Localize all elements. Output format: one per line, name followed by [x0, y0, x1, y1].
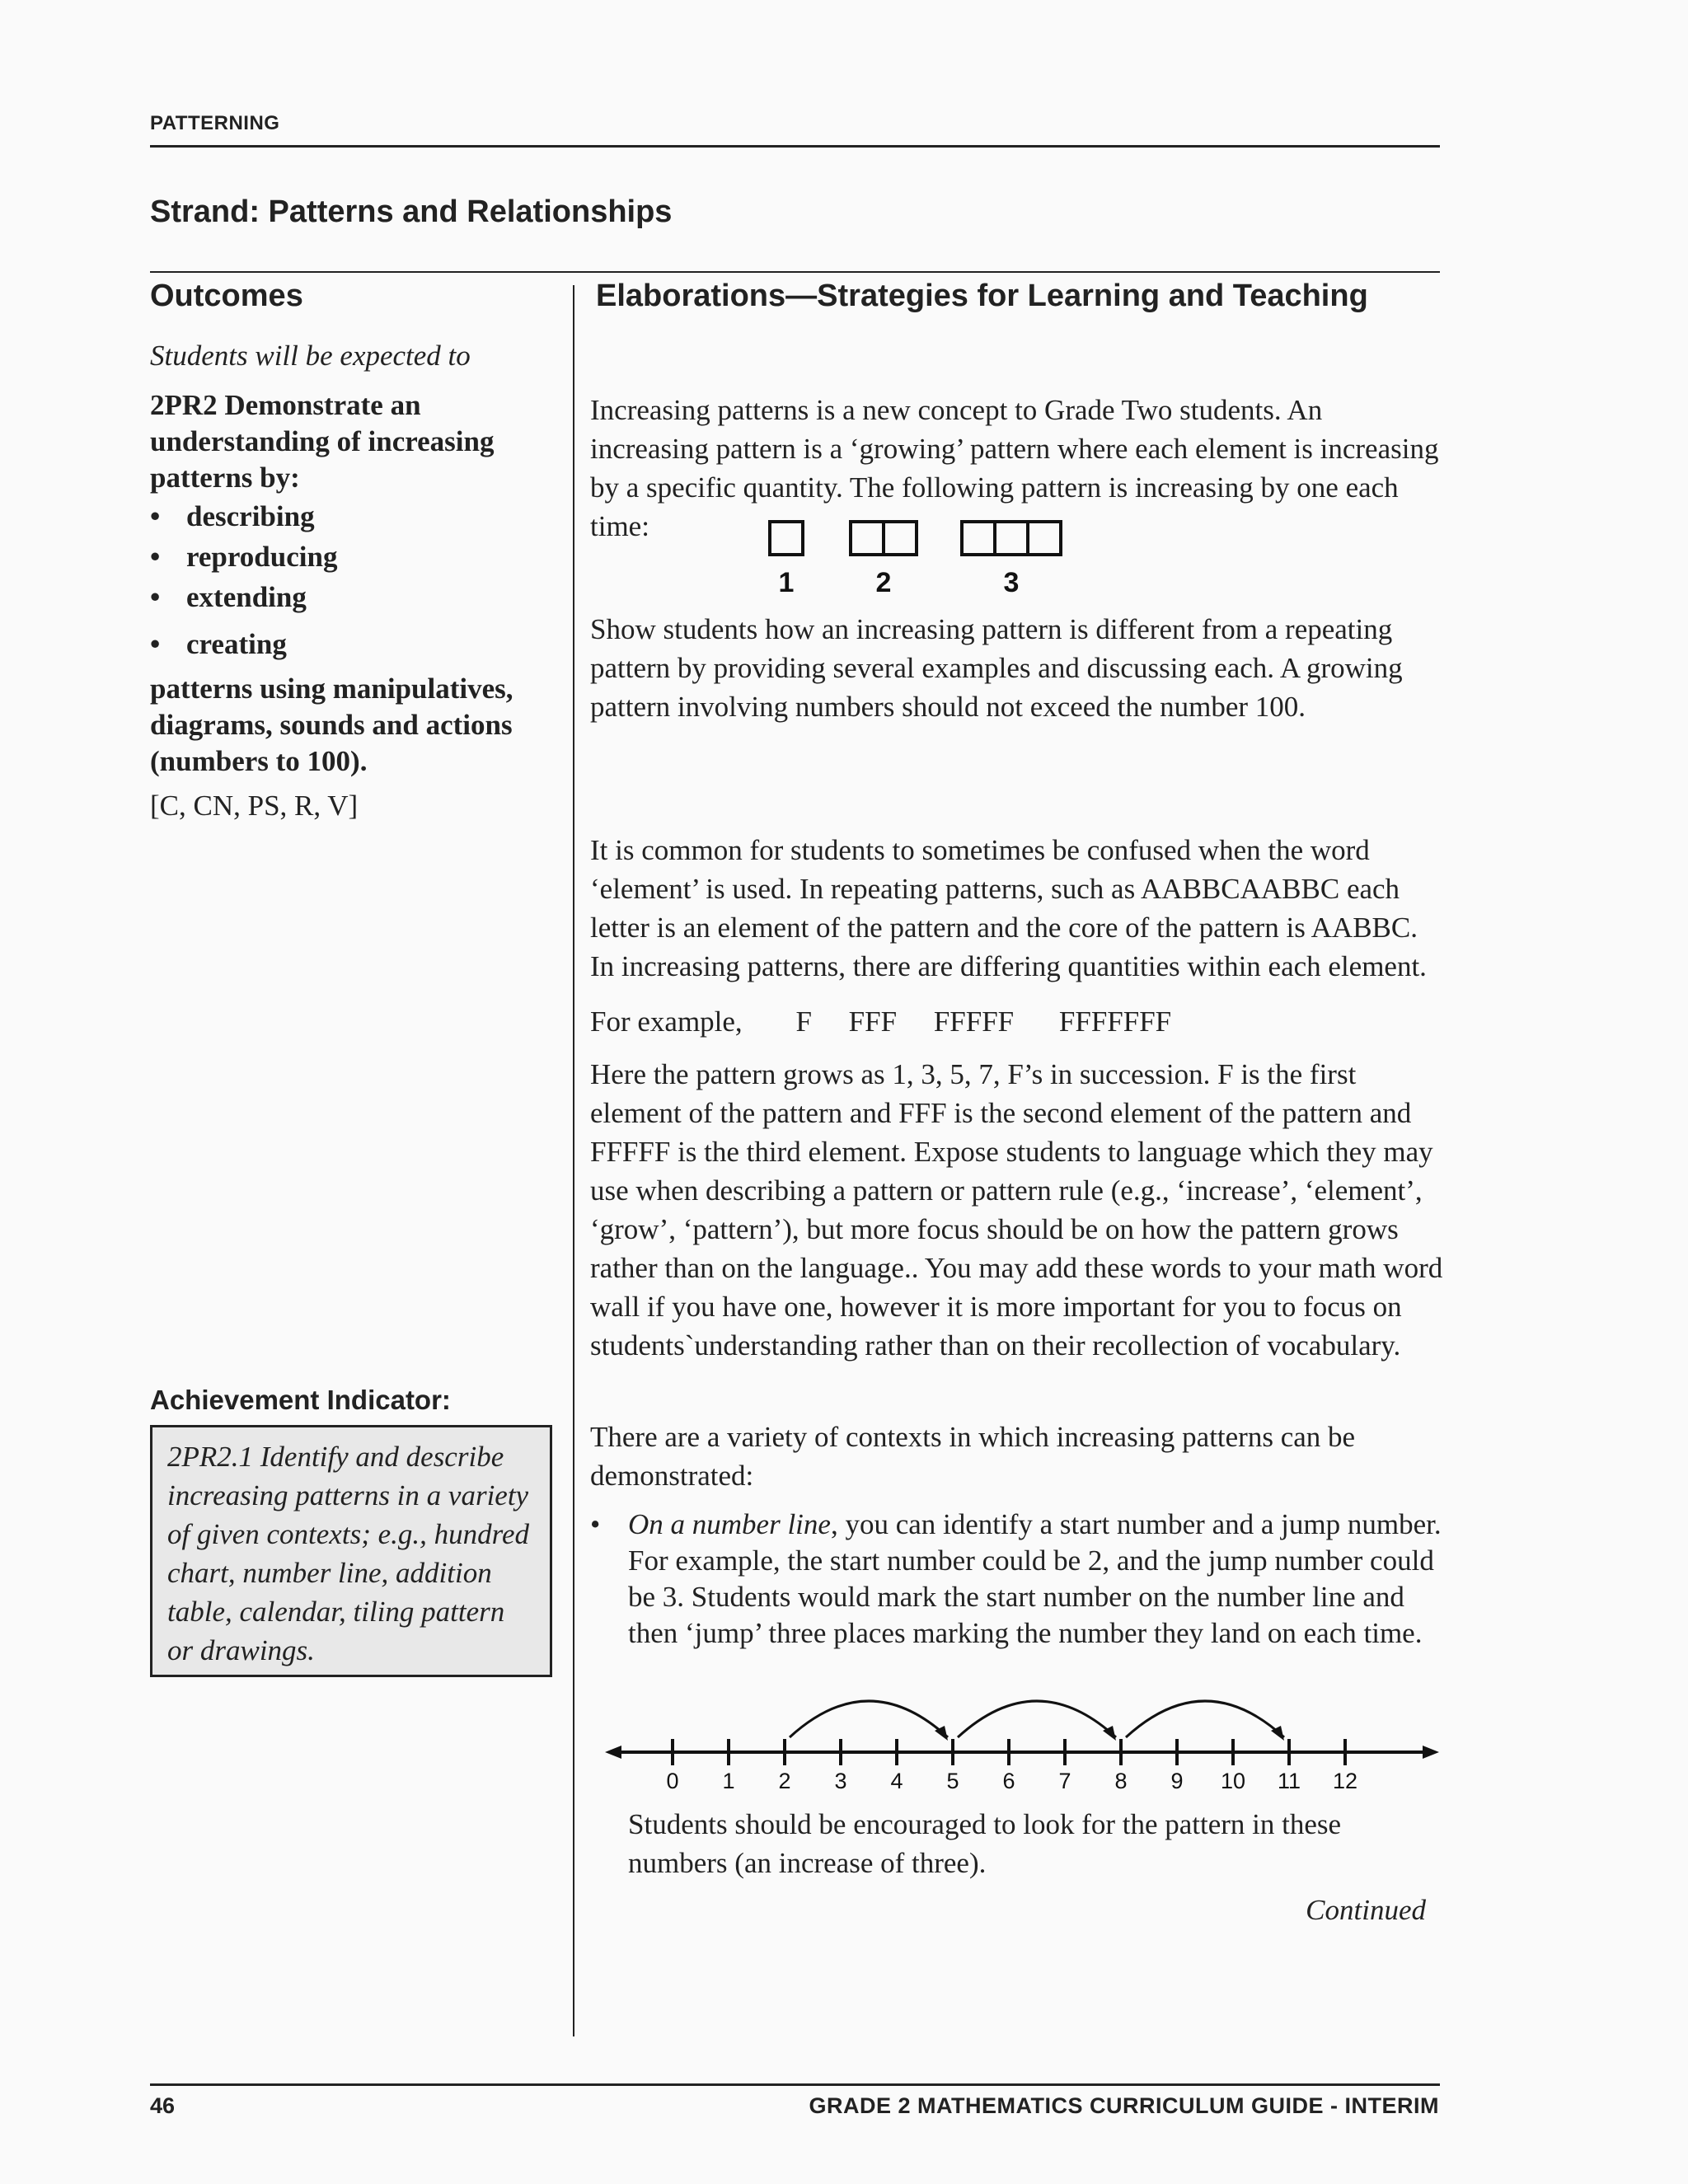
- section-rule: [150, 271, 1440, 273]
- jump-arc: [1126, 1701, 1284, 1737]
- number-line-tick-label: 12: [1332, 1769, 1358, 1793]
- number-line-tick-label: 9: [1170, 1769, 1184, 1793]
- elab-after-line: Students should be encouraged to look for the pattern in these: [628, 1808, 1342, 1840]
- outcome-tail: patterns using manipulatives, diagrams, sounds and actions (numbers to 100).: [150, 673, 513, 777]
- outcome-block: [150, 340, 562, 823]
- context-bullet: [590, 1507, 1447, 1652]
- square-label: 3: [1003, 567, 1020, 598]
- number-line-tick-label: 2: [778, 1769, 791, 1793]
- number-line-diagram: [602, 1681, 1442, 1805]
- outcomes-heading: Outcomes: [150, 279, 303, 313]
- square-tile: [962, 522, 995, 555]
- example-item: FFFFFFF: [1058, 1005, 1172, 1038]
- outcome-bullet: • reproducing: [150, 537, 562, 577]
- strand-title: Strand: Patterns and Relationships: [150, 194, 673, 229]
- achievement-text: 2PR2.1 Identify and describe increasing patterns in a variety of given contexts; e.g., hundred chart, number line, addition table, calendar, tiling pattern or drawings.: [167, 1441, 529, 1666]
- footer-rule: [150, 2083, 1440, 2086]
- square-tile: [884, 522, 917, 555]
- number-line-tick-label: 8: [1114, 1769, 1128, 1793]
- outcome-bullet: • describing: [150, 496, 562, 537]
- outcome-bullet: • creating: [150, 624, 562, 664]
- elab-p1-line: time:: [590, 510, 649, 542]
- footer-title: GRADE 2 MATHEMATICS CURRICULUM GUIDE - INTERIM: [809, 2093, 1439, 2118]
- example-label: For example,: [590, 1005, 743, 1038]
- square-tile: [851, 522, 884, 555]
- square-tile: [995, 522, 1028, 555]
- square-pattern-diagram: [758, 515, 1071, 598]
- elab-p5: There are a variety of contexts in which increasing patterns can be demonstrated:: [590, 1421, 1356, 1492]
- achievement-heading: Achievement Indicator:: [150, 1385, 451, 1415]
- square-tile: [1028, 522, 1061, 555]
- number-line-tick-label: 5: [946, 1769, 959, 1793]
- jump-arc: [790, 1701, 948, 1737]
- running-head: PATTERNING: [150, 112, 280, 134]
- achievement-box: [150, 1425, 552, 1677]
- bullet-text: , you can identify a start number and a jump number. For example, the start number could be 2, and the jump number could be 3. Students would mark the start number on the number line and then ‘jump’ three places marking the number they land on each time.: [628, 1508, 1442, 1649]
- outcome-bullet: • extending: [150, 577, 562, 617]
- number-line-tick-label: 11: [1277, 1769, 1301, 1793]
- number-line-tick-label: 1: [722, 1769, 735, 1793]
- outcome-bullets: [150, 496, 562, 664]
- header-rule: [150, 145, 1440, 148]
- elab-p3: It is common for students to sometimes be confused when the word ‘element’ is used. In repeating patterns, such as AABBCAABBC each letter is an element of the pattern and the core of the pattern is AABBC. In increasing patterns, there are differing quantities within each element.: [590, 834, 1427, 982]
- elab-p1-line: increasing pattern is a ‘growing’ pattern where each element is increasing: [590, 433, 1439, 465]
- column-divider: [573, 285, 574, 2036]
- square-tile: [770, 522, 803, 555]
- elab-p1-line: Increasing patterns is a new concept to Grade Two students. An: [590, 394, 1323, 426]
- number-line-tick-label: 7: [1058, 1769, 1071, 1793]
- page-number: 46: [150, 2093, 176, 2118]
- elaborations-heading: Elaborations—Strategies for Learning and Teaching: [596, 279, 1368, 313]
- left-arrow-head: [605, 1746, 621, 1759]
- number-line-tick-label: 3: [834, 1769, 847, 1793]
- number-line-tick-label: 0: [666, 1769, 679, 1793]
- number-line-tick-label: 4: [890, 1769, 903, 1793]
- bullet-dot: •: [590, 1508, 601, 1540]
- elab-p2: Show students how an increasing pattern is different from a repeating pattern by providing several examples and discussing each. A growing pattern involving numbers should not exceed the number 100.: [590, 613, 1403, 723]
- elab-p4: Here the pattern grows as 1, 3, 5, 7, F’s in succession. F is the first element of the pattern and FFF is the second element of the pattern and FFFFF is the third element. Expose students to language which they may use when describing a pattern or pattern rule (e.g., ‘increase’, ‘element’, ‘grow’, ‘pattern’), but more focus should be on how the pattern grows rather than on the language.. You may add these words to your math word wall if you have one, however it is more important for you to focus on students`understanding rather than on their recollection of vocabulary.: [590, 1058, 1443, 1361]
- outcome-statement: 2PR2 Demonstrate an understanding of increasing patterns by:: [150, 389, 495, 494]
- continued-label: Continued: [1306, 1894, 1426, 1926]
- bullet-lead: On a number line: [628, 1508, 831, 1540]
- square-label: 1: [778, 567, 795, 598]
- number-line-tick-label: 6: [1002, 1769, 1015, 1793]
- number-line-tick-label: 10: [1220, 1769, 1246, 1793]
- example-item: FFFFF: [933, 1005, 1015, 1038]
- example-row: [590, 1002, 1447, 1041]
- right-arrow-head: [1423, 1746, 1439, 1759]
- square-label: 2: [875, 567, 892, 598]
- elab-after-line: numbers (an increase of three).: [628, 1847, 987, 1879]
- jump-arc: [958, 1701, 1116, 1737]
- example-item: F: [795, 1005, 812, 1038]
- elab-p1-line: by a specific quantity. The following pattern is increasing by one each: [590, 471, 1399, 504]
- process-codes: [C, CN, PS, R, V]: [150, 790, 359, 822]
- outcome-intro: Students will be expected to: [150, 340, 471, 372]
- example-item: FFF: [848, 1005, 898, 1038]
